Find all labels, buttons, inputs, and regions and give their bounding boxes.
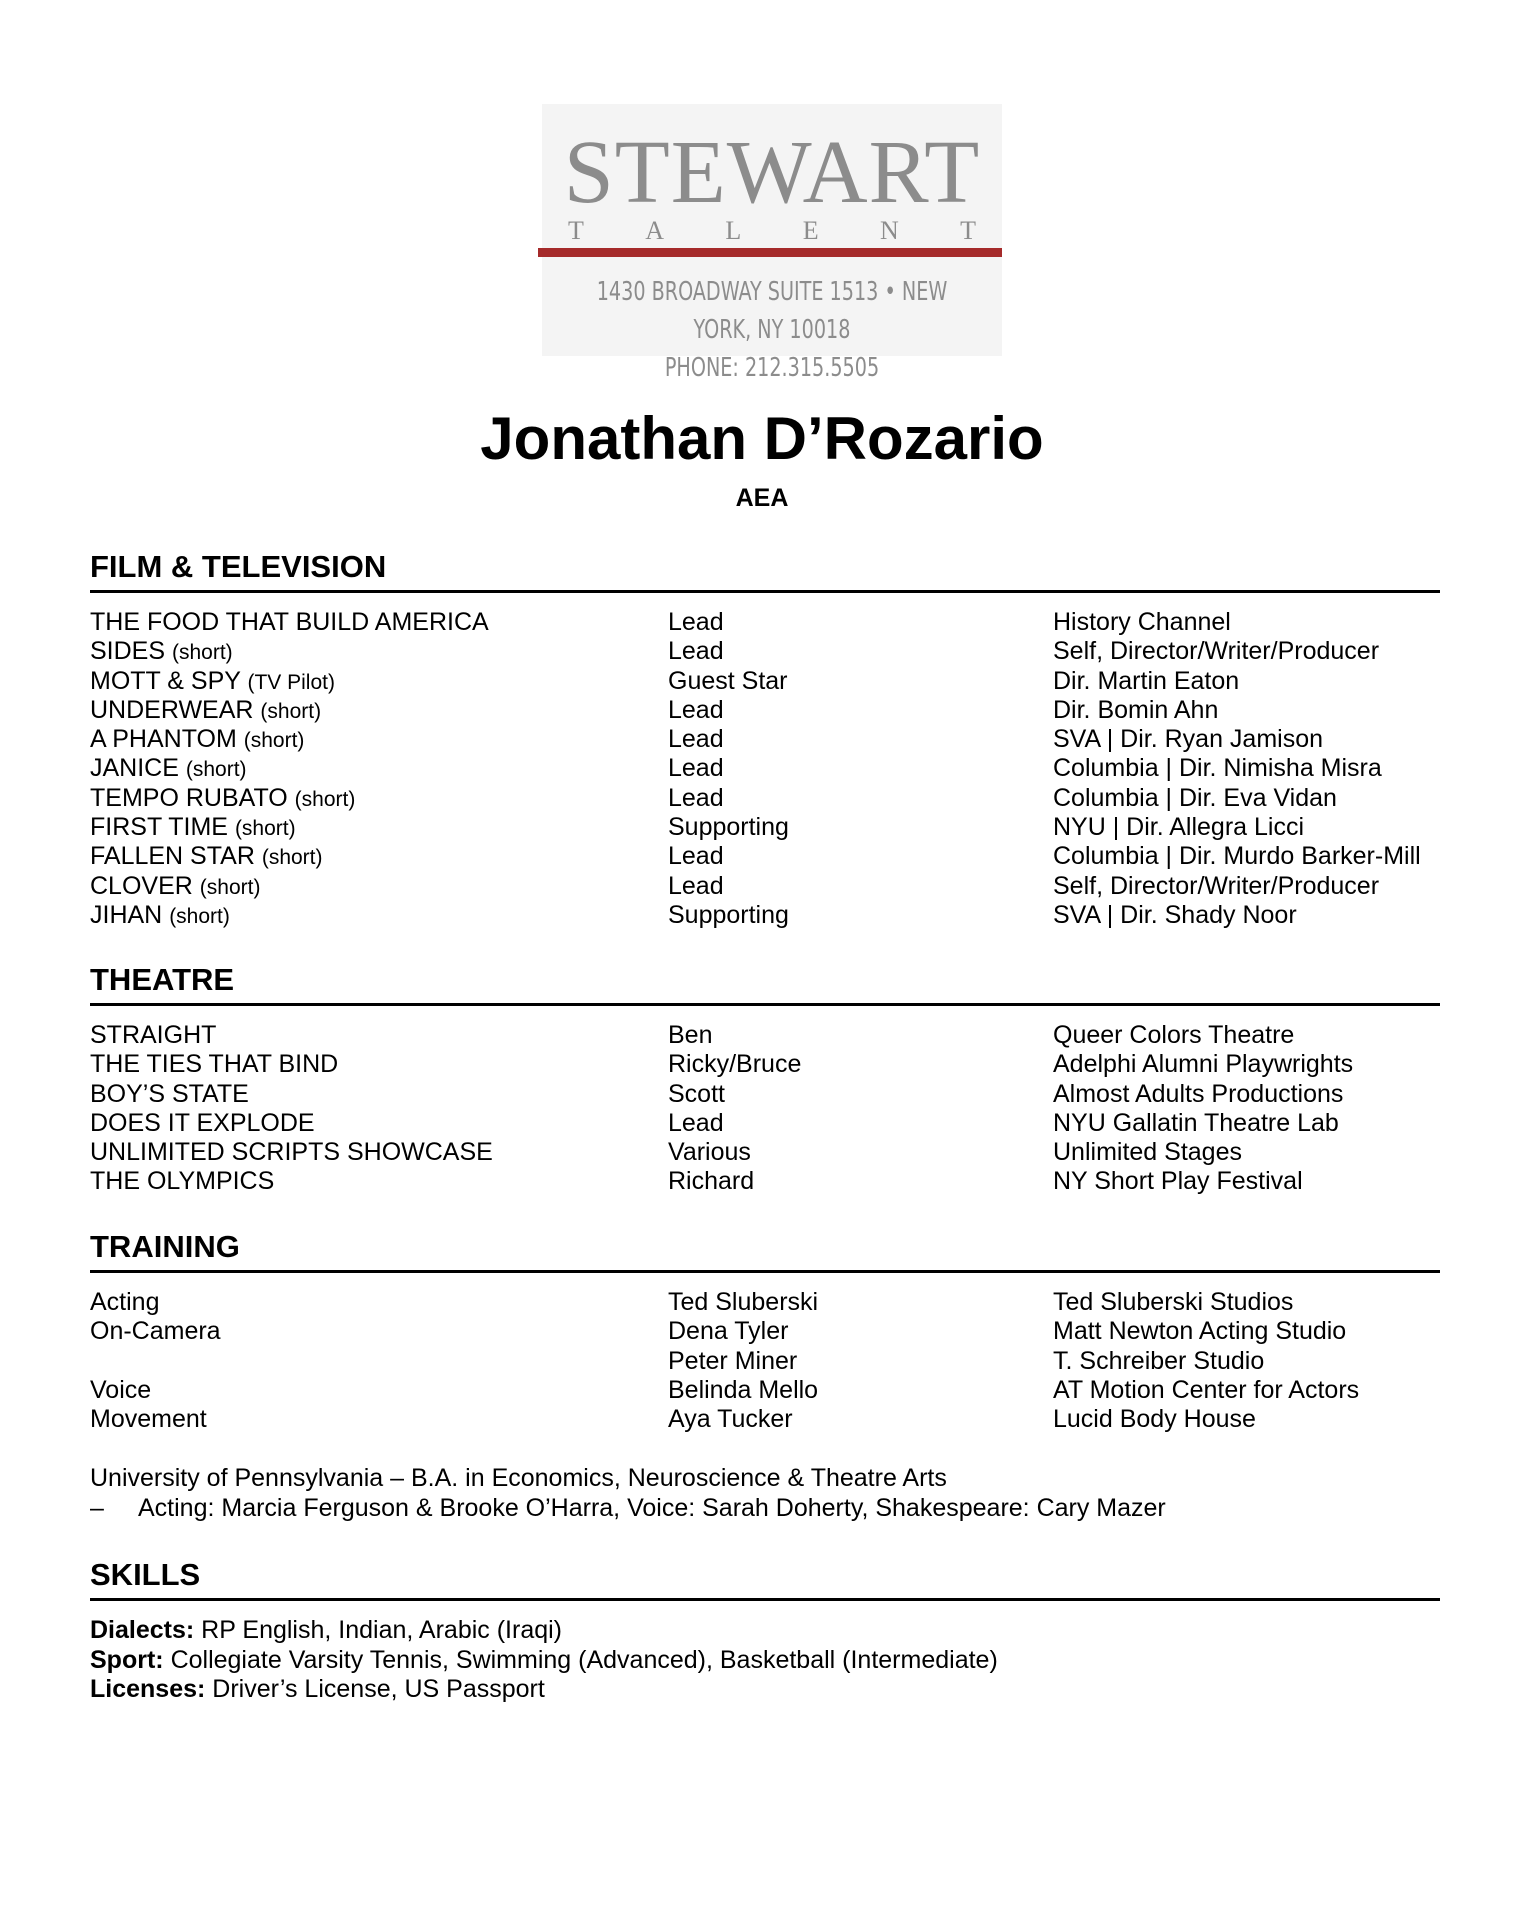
credit-title: STRAIGHT <box>90 1021 217 1049</box>
training-teacher: Ted Sluberski <box>668 1288 819 1316</box>
credit-production: SVA | Dir. Ryan Jamison <box>1053 725 1324 754</box>
credit-row <box>90 1050 1450 1079</box>
actor-name: Jonathan D’Rozario <box>480 405 1044 472</box>
credit-role: Supporting <box>668 813 789 842</box>
training-row <box>90 1405 1450 1434</box>
credit-role: Supporting <box>668 900 789 929</box>
credit-role: Lead <box>668 871 724 900</box>
skill-line <box>90 1616 562 1646</box>
education-degree: University of Pennsylvania – B.A. in Economics, Neuroscience & Theatre Arts <box>90 1464 947 1492</box>
credit-row <box>90 1109 1450 1138</box>
credit-role: Lead <box>668 608 724 636</box>
credit-row <box>90 725 1450 754</box>
credit-title: UNLIMITED SCRIPTS SHOWCASE <box>90 1138 493 1167</box>
training-teacher: Dena Tyler <box>668 1317 789 1346</box>
credit-production: Queer Colors Theatre <box>1053 1021 1295 1049</box>
credit-row <box>90 637 1450 666</box>
training-area: Voice <box>90 1375 152 1404</box>
film-tv-heading: FILM & TELEVISION <box>90 548 1440 593</box>
credit-row <box>90 696 1450 725</box>
credit-title: JIHAN (short) <box>90 900 230 929</box>
credit-role: Lead <box>668 725 724 754</box>
credit-production: Dir. Martin Eaton <box>1053 666 1240 695</box>
logo-letter: E <box>802 216 819 245</box>
credit-row <box>90 608 1450 637</box>
credit-title: BOY’S STATE <box>90 1079 249 1108</box>
credit-title: FIRST TIME (short) <box>90 813 296 842</box>
credit-role: Lead <box>668 783 724 812</box>
training-heading: TRAINING <box>90 1228 1440 1273</box>
credit-row <box>90 813 1450 842</box>
training-row <box>90 1376 1450 1405</box>
credit-row <box>90 1021 1450 1050</box>
credit-title: SIDES (short) <box>90 637 233 666</box>
education-detail: Acting: Marcia Ferguson & Brooke O’Harra, Voice: Sarah Doherty, Shakespeare: Cary Mazer <box>138 1494 1166 1522</box>
credit-production: Columbia | Dir. Nimisha Misra <box>1053 754 1382 783</box>
credit-production: NYU Gallatin Theatre Lab <box>1053 1108 1339 1137</box>
credit-production: Unlimited Stages <box>1053 1138 1242 1167</box>
agency-contact <box>583 273 960 387</box>
credit-role: Lead <box>668 695 724 724</box>
training-school: Lucid Body House <box>1053 1405 1256 1434</box>
education-detail-line <box>90 1494 1166 1523</box>
skill-label: Licenses: <box>90 1675 206 1703</box>
credit-row <box>90 1080 1450 1109</box>
credit-title: THE OLYMPICS <box>90 1167 275 1196</box>
skill-value: RP English, Indian, Arabic (Iraqi) <box>201 1616 562 1644</box>
logo-letter: L <box>725 216 742 245</box>
credit-production: Columbia | Dir. Murdo Barker-Mill <box>1053 842 1421 871</box>
theatre-heading: THEATRE <box>90 961 1440 1006</box>
logo-letter: N <box>879 216 899 245</box>
agency-address: 1430 BROADWAY SUITE 1513 • NEW YORK, NY 10018 <box>596 277 948 345</box>
credit-title: A PHANTOM (short) <box>90 725 305 754</box>
logo-accent-bar <box>538 248 1002 257</box>
credit-title: JANICE (short) <box>90 754 247 783</box>
credit-title: THE FOOD THAT BUILD AMERICA <box>90 608 489 636</box>
training-area: On-Camera <box>90 1317 221 1346</box>
credit-row <box>90 1138 1450 1167</box>
logo-letter: T <box>568 216 584 245</box>
credit-row <box>90 872 1450 901</box>
credit-production: Self, Director/Writer/Producer <box>1053 637 1380 666</box>
skills-heading: SKILLS <box>90 1556 1440 1601</box>
training-teacher: Peter Miner <box>668 1346 798 1375</box>
training-teacher: Belinda Mello <box>668 1375 819 1404</box>
agency-logo <box>542 104 1002 383</box>
credit-row <box>90 667 1450 696</box>
credit-production: NYU | Dir. Allegra Licci <box>1053 813 1305 842</box>
training-row <box>90 1288 1450 1317</box>
credit-role: Scott <box>668 1079 725 1108</box>
training-area: Acting <box>90 1288 160 1316</box>
training-area: Movement <box>90 1405 207 1434</box>
training-school: AT Motion Center for Actors <box>1053 1375 1360 1404</box>
logo-letter: T <box>960 216 976 245</box>
credit-production: SVA | Dir. Shady Noor <box>1053 900 1297 929</box>
credit-production: Dir. Bomin Ahn <box>1053 695 1219 724</box>
skill-line <box>90 1646 998 1676</box>
training-teacher: Aya Tucker <box>668 1405 793 1434</box>
credit-title: FALLEN STAR (short) <box>90 842 323 871</box>
credit-role: Guest Star <box>668 666 788 695</box>
skill-value: Collegiate Varsity Tennis, Swimming (Advanced), Basketball (Intermediate) <box>170 1646 998 1674</box>
credit-role: Richard <box>668 1167 755 1196</box>
credit-row <box>90 842 1450 871</box>
credit-row <box>90 754 1450 783</box>
agency-phone: PHONE: 212.315.5505 <box>664 353 880 383</box>
credit-role: Lead <box>668 842 724 871</box>
credit-production: Almost Adults Productions <box>1053 1079 1344 1108</box>
credit-production: NY Short Play Festival <box>1053 1167 1303 1196</box>
credit-role: Lead <box>668 754 724 783</box>
skill-label: Dialects: <box>90 1616 195 1644</box>
credit-title: TEMPO RUBATO (short) <box>90 783 356 812</box>
credit-role: Ben <box>668 1021 713 1049</box>
credit-row <box>90 784 1450 813</box>
education-dash: – <box>90 1494 104 1522</box>
training-school: Ted Sluberski Studios <box>1053 1288 1294 1316</box>
credit-role: Lead <box>668 1108 724 1137</box>
credit-title: DOES IT EXPLODE <box>90 1108 315 1137</box>
credit-role: Ricky/Bruce <box>668 1050 802 1079</box>
skill-label: Sport: <box>90 1646 164 1674</box>
credit-title: THE TIES THAT BIND <box>90 1050 339 1079</box>
credit-row <box>90 901 1450 930</box>
training-school: T. Schreiber Studio <box>1053 1346 1265 1375</box>
training-row <box>90 1347 1450 1376</box>
training-school: Matt Newton Acting Studio <box>1053 1317 1347 1346</box>
credit-production: Columbia | Dir. Eva Vidan <box>1053 783 1337 812</box>
credit-title: UNDERWEAR (short) <box>90 695 322 724</box>
credit-production: Self, Director/Writer/Producer <box>1053 871 1380 900</box>
credit-production: History Channel <box>1053 608 1231 636</box>
credit-role: Lead <box>668 637 724 666</box>
theatre-list <box>90 1021 1450 1197</box>
film-tv-list <box>90 608 1450 930</box>
logo-letter: A <box>645 216 665 245</box>
skill-line <box>90 1675 545 1705</box>
credit-title: CLOVER (short) <box>90 871 261 900</box>
credit-title: MOTT & SPY (TV Pilot) <box>90 666 335 695</box>
actor-union: AEA <box>735 484 789 512</box>
credit-role: Various <box>668 1138 751 1167</box>
credit-production: Adelphi Alumni Playwrights <box>1053 1050 1354 1079</box>
training-row <box>90 1317 1450 1346</box>
agency-name: STEWART <box>563 123 981 222</box>
training-list <box>90 1288 1450 1434</box>
skill-value: Driver’s License, US Passport <box>212 1675 545 1703</box>
credit-row <box>90 1167 1450 1196</box>
